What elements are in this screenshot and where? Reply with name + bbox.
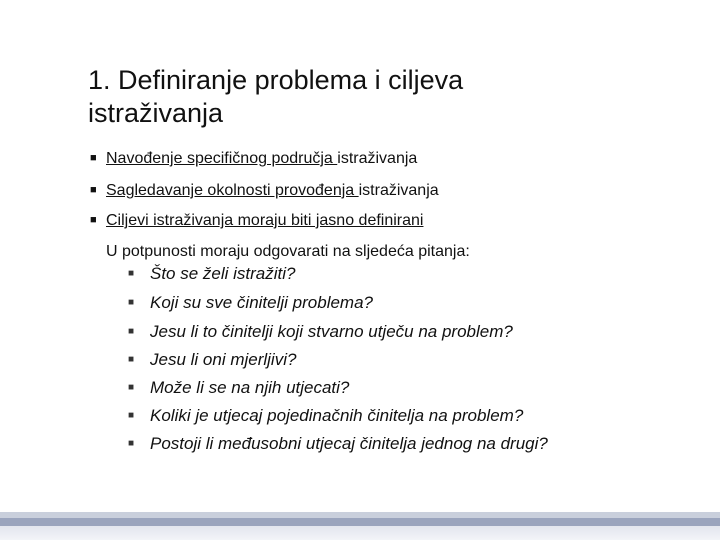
question-item [128, 263, 296, 285]
square-bullet-icon: ■ [90, 214, 97, 226]
square-bullet-icon: ■ [128, 410, 135, 421]
bullet-text: istraživanja [358, 182, 439, 199]
bullet-item [90, 179, 439, 202]
bullet-text: istraživanja [337, 150, 418, 167]
question-text: Postoji li međusobni utjecaj činitelja jednog na drugi? [150, 434, 548, 453]
slide-title [88, 64, 688, 130]
square-bullet-icon: ■ [128, 438, 135, 449]
footer-stripe [0, 526, 720, 540]
footer-band [0, 512, 720, 540]
title-line-2: istraživanja [88, 98, 224, 128]
question-item [128, 377, 349, 399]
question-item [128, 433, 548, 455]
question-text: Jesu li oni mjerljivi? [150, 350, 297, 369]
question-item [128, 292, 373, 314]
square-bullet-icon: ■ [128, 382, 135, 393]
square-bullet-icon: ■ [128, 268, 135, 279]
question-item [128, 405, 523, 427]
square-bullet-icon: ■ [90, 152, 97, 164]
question-text: Jesu li to činitelji koji stvarno utječu na problem? [150, 322, 513, 341]
question-item [128, 349, 296, 371]
question-text: Koji su sve činitelji problema? [150, 293, 373, 312]
square-bullet-icon: ■ [128, 326, 135, 337]
footer-stripe [0, 518, 720, 526]
bullet-underlined-text: Ciljevi istraživanja moraju biti jasno definirani [106, 212, 424, 229]
bullet-underlined-text: Navođenje specifičnog područja [106, 150, 338, 167]
question-text: Što se želi istražiti? [150, 264, 296, 283]
title-line-1: 1. Definiranje problema i ciljeva [88, 65, 464, 95]
bullet-item [90, 209, 423, 232]
question-text: Može li se na njih utjecati? [150, 378, 350, 397]
question-item [128, 321, 513, 343]
bullet-item [90, 147, 417, 170]
square-bullet-icon: ■ [128, 354, 135, 365]
intro-text: U potpunosti moraju odgovarati na sljedeća pitanja: [106, 243, 470, 260]
square-bullet-icon: ■ [90, 184, 97, 196]
question-text: Koliki je utjecaj pojedinačnih činitelja na problem? [150, 406, 524, 425]
bullet-underlined-text: Sagledavanje okolnosti provođenja [106, 182, 359, 199]
square-bullet-icon: ■ [128, 297, 135, 308]
